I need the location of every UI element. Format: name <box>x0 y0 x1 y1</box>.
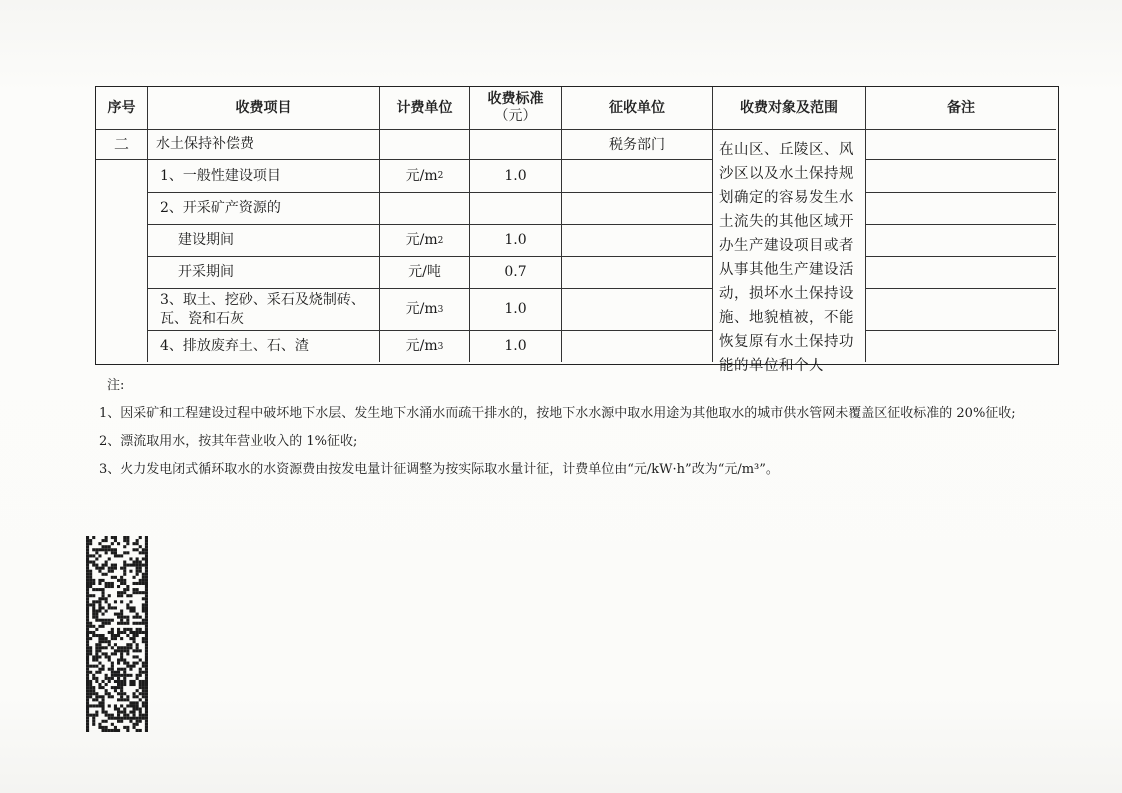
note-item-1: 1、因采矿和工程建设过程中破坏地下水层、发生地下水涌水而疏干排水的，按地下水水源中取水用途为其他取水的城市供水管网未覆盖区征收标准的 20%征收; <box>99 406 1016 421</box>
header-scope <box>713 87 866 130</box>
header-collector <box>562 87 713 130</box>
row-unit-4 <box>380 257 470 289</box>
row-value-5-text: 1.0 <box>504 301 527 317</box>
collector-text: 税务部门 <box>609 137 665 153</box>
row-item-2-text: 2、开采矿产资源的 <box>160 200 281 216</box>
remark-row-0 <box>866 130 1056 160</box>
header-remark-text: 备注 <box>947 99 975 116</box>
row-item-1-text: 1、一般性建设项目 <box>160 167 281 184</box>
section-seq <box>96 130 148 160</box>
notes-title: 注: <box>107 378 125 393</box>
seq-column-body <box>96 160 148 362</box>
fee-table <box>95 86 1059 374</box>
row-unit-6 <box>380 331 470 362</box>
row-unit-1-exp: 2 <box>437 171 444 181</box>
row-value-3 <box>470 225 562 257</box>
row-item-5-line2: 瓦、瓷和石灰 <box>160 310 244 327</box>
notes-section <box>99 372 1067 484</box>
header-seq <box>96 87 148 130</box>
note-item-2: 2、漂流取用水，按其年营业收入的 1%征收; <box>99 434 358 449</box>
note-item-3: 3、火力发电闭式循环取水的水资源费由按发电量计征调整为按实际取水量计征，计费单位由“元/kW·h”改为“元/m³”。 <box>99 462 779 477</box>
row-item-4-text: 开采期间 <box>178 264 234 280</box>
header-seq-text: 序号 <box>107 99 136 116</box>
row-value-4 <box>470 257 562 289</box>
remark-row-2 <box>866 193 1056 225</box>
row-item-1 <box>148 160 380 193</box>
section-value <box>470 130 562 160</box>
row-item-6 <box>148 331 380 362</box>
collector-row-1 <box>562 160 713 193</box>
row-item-3 <box>148 225 380 257</box>
row-unit-3 <box>380 225 470 257</box>
row-value-6 <box>470 331 562 362</box>
header-collector-text: 征收单位 <box>609 99 665 116</box>
row-item-5-line1: 3、取土、挖砂、采石及烧制砖、 <box>160 291 365 308</box>
collector-row-5 <box>562 289 713 331</box>
header-unit-text: 计费单位 <box>396 99 453 116</box>
header-item-text: 收费项目 <box>235 99 292 116</box>
row-unit-5-exp: 3 <box>437 304 444 315</box>
row-value-1-text: 1.0 <box>504 167 527 184</box>
row-unit-3-exp: 2 <box>437 235 444 246</box>
remark-row-6 <box>866 331 1056 362</box>
header-scope-text: 收费对象及范围 <box>740 99 838 116</box>
row-unit-4-base: 元/吨 <box>408 264 441 280</box>
header-item <box>148 87 380 130</box>
header-unit <box>380 87 470 130</box>
row-item-2 <box>148 193 380 225</box>
row-unit-5 <box>380 289 470 331</box>
row-unit-5-base: 元/m <box>405 301 438 317</box>
remark-row-1 <box>866 160 1056 193</box>
row-unit-1-base: 元/m <box>405 167 438 184</box>
collector-row-2 <box>562 193 713 225</box>
remark-row-5 <box>866 289 1056 331</box>
row-unit-3-base: 元/m <box>405 232 438 248</box>
collector-cell <box>562 130 713 160</box>
section-unit <box>380 130 470 160</box>
scope-text: 在山区、丘陵区、风沙区以及水土保持规划确定的容易发生水土流失的其他区域开办生产建设项目或者从事其他生产建设活动，损坏水土保持设施、地貌植被，不能恢复原有水土保持功能的单位和个人 <box>719 142 854 374</box>
collector-row-3 <box>562 225 713 257</box>
row-unit-2 <box>380 193 470 225</box>
row-value-5 <box>470 289 562 331</box>
row-item-4 <box>148 257 380 289</box>
row-item-5 <box>148 289 380 331</box>
remark-row-3 <box>866 225 1056 257</box>
collector-row-4 <box>562 257 713 289</box>
row-item-3-text: 建设期间 <box>178 232 234 248</box>
remark-row-4 <box>866 257 1056 289</box>
row-value-3-text: 1.0 <box>504 232 527 248</box>
header-standard-line1: 收费标准 <box>487 91 544 107</box>
section-seq-text: 二 <box>113 135 129 153</box>
section-item-text: 水土保持补偿费 <box>156 136 254 152</box>
header-remark <box>866 87 1056 130</box>
row-unit-1 <box>380 160 470 193</box>
header-standard <box>470 87 562 130</box>
row-value-6-text: 1.0 <box>504 338 527 354</box>
row-value-2 <box>470 193 562 225</box>
row-unit-6-exp: 3 <box>437 341 444 352</box>
row-unit-6-base: 元/m <box>405 338 438 354</box>
section-item <box>148 130 380 160</box>
header-standard-line2: （元） <box>494 108 537 124</box>
row-item-6-text: 4、排放废弃土、石、渣 <box>160 338 309 354</box>
collector-row-6 <box>562 331 713 362</box>
row-value-1 <box>470 160 562 193</box>
row-value-4-text: 0.7 <box>504 264 527 280</box>
barcode-2d-code <box>86 536 148 732</box>
scope-cell <box>713 130 866 374</box>
